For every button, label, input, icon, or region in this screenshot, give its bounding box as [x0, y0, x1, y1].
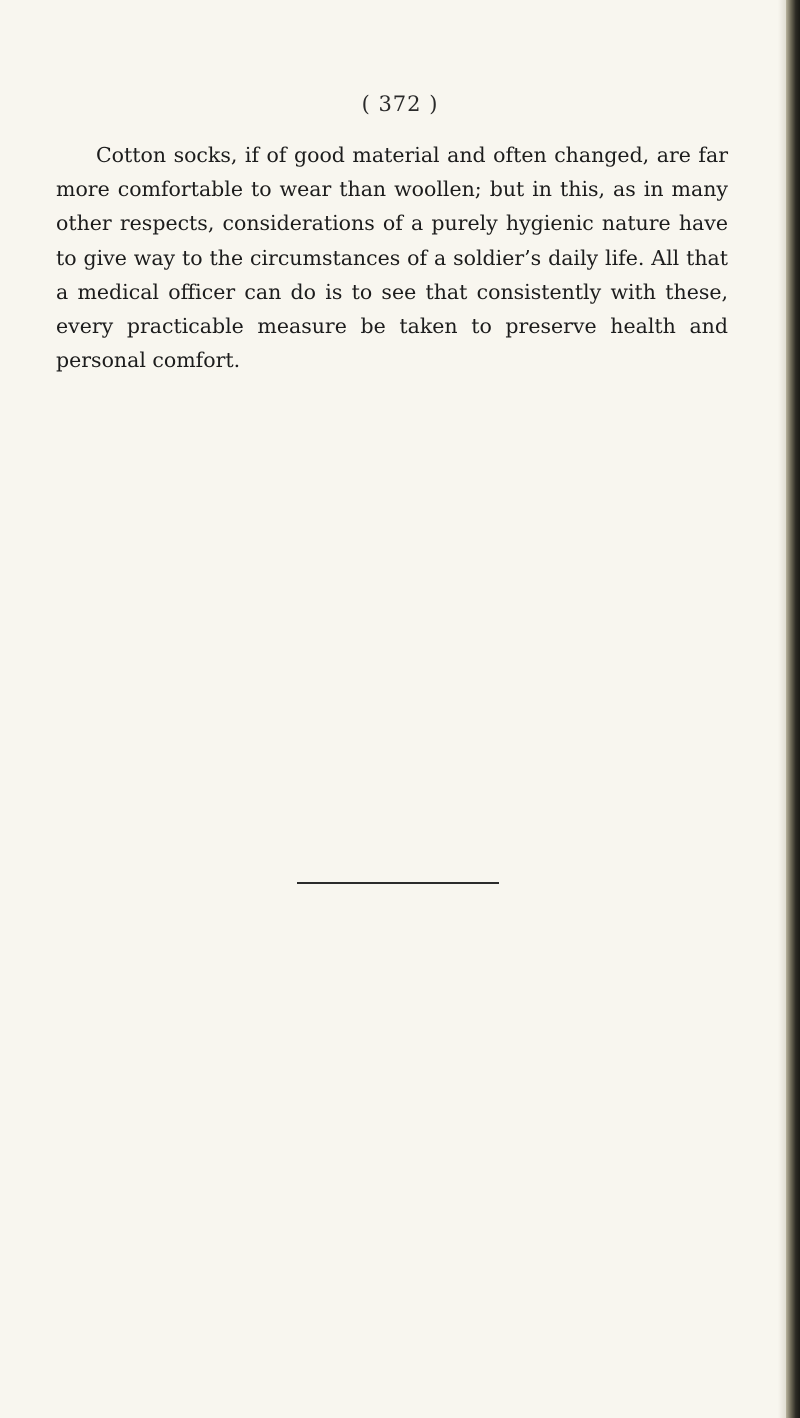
- binding-shadow: [778, 0, 786, 1418]
- binding-edge: [786, 0, 800, 1418]
- body-paragraph: Cotton socks, if of good material and often changed, are far more comfortable to wear than woollen; but in this, as in many other respects, considerations of a purely hygienic nature have to give way to the circumstances of a soldier’s daily life. All that a medical officer can do is to see that consistently with these, every practicable measure be taken to preserve health and personal comfort.: [56, 143, 728, 373]
- section-divider-rule: [297, 882, 499, 884]
- page-number: ( 372 ): [361, 92, 439, 116]
